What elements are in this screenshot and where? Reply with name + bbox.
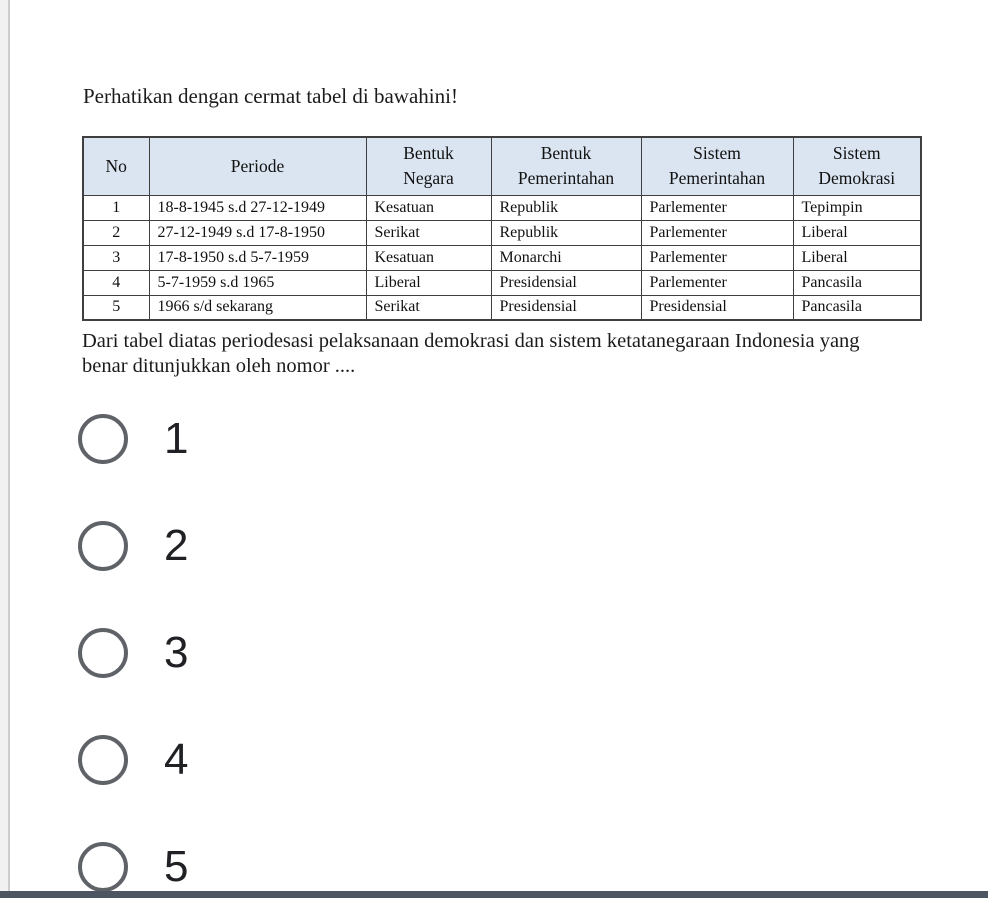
column-header: Bentuk Pemerintahan (491, 137, 641, 195)
table-cell: Serikat (366, 220, 491, 245)
table-cell: Republik (491, 220, 641, 245)
table-row (83, 270, 921, 295)
column-header: Sistem Pemerintahan (641, 137, 793, 195)
option-5[interactable] (78, 842, 188, 892)
radio-button-icon[interactable] (78, 735, 128, 785)
option-1[interactable] (78, 414, 188, 464)
table-cell: Parlementer (641, 220, 793, 245)
table-cell: Kesatuan (366, 245, 491, 270)
option-label: 1 (164, 414, 189, 463)
column-header: Sistem Demokrasi (793, 137, 921, 195)
table-cell: 17-8-1950 s.d 5-7-1959 (149, 245, 366, 270)
table-header-row (83, 137, 921, 195)
column-header: Bentuk Negara (366, 137, 491, 195)
option-label: 3 (164, 628, 189, 677)
table-row (83, 220, 921, 245)
table-cell: Liberal (366, 270, 491, 295)
table-row (83, 195, 921, 220)
option-4[interactable] (78, 735, 188, 785)
answer-options-list (78, 414, 188, 892)
column-header: No (83, 137, 149, 195)
table-cell: Monarchi (491, 245, 641, 270)
table-cell: 2 (83, 220, 149, 245)
table-cell: Presidensial (491, 295, 641, 320)
option-label: 2 (164, 521, 189, 570)
option-2[interactable] (78, 521, 188, 571)
table-cell: Republik (491, 195, 641, 220)
column-header: Periode (149, 137, 366, 195)
option-3[interactable] (78, 628, 188, 678)
question-prompt-text: Dari tabel diatas periodesasi pelaksanaan demokrasi dan sistem ketatanegaraan Indonesia yang benar ditunjukkan oleh nomor .... (82, 330, 860, 377)
table-cell: Kesatuan (366, 195, 491, 220)
table-cell: Serikat (366, 295, 491, 320)
table-cell: 1 (83, 195, 149, 220)
table-cell: Parlementer (641, 245, 793, 270)
option-label: 4 (164, 735, 189, 784)
radio-button-icon[interactable] (78, 521, 128, 571)
table-cell: 3 (83, 245, 149, 270)
table-cell: 5-7-1959 s.d 1965 (149, 270, 366, 295)
table-cell: Presidensial (641, 295, 793, 320)
table-cell: 27-12-1949 s.d 17-8-1950 (149, 220, 366, 245)
table-cell: Parlementer (641, 270, 793, 295)
table-cell: Pancasila (793, 270, 921, 295)
table-row (83, 295, 921, 320)
table-cell: Tepimpin (793, 195, 921, 220)
table-cell: Presidensial (491, 270, 641, 295)
table-cell: 4 (83, 270, 149, 295)
table-row (83, 245, 921, 270)
radio-button-icon[interactable] (78, 628, 128, 678)
table-cell: Liberal (793, 245, 921, 270)
bottom-divider-bar (0, 891, 988, 898)
table-cell: 18-8-1945 s.d 27-12-1949 (149, 195, 366, 220)
radio-button-icon[interactable] (78, 414, 128, 464)
table-cell: Liberal (793, 220, 921, 245)
left-edge-strip (0, 0, 10, 898)
question-intro-text: Perhatikan dengan cermat tabel di bawahini! (83, 84, 458, 108)
table-cell: Pancasila (793, 295, 921, 320)
table-cell: 5 (83, 295, 149, 320)
table-cell: Parlementer (641, 195, 793, 220)
table-cell: 1966 s/d sekarang (149, 295, 366, 320)
option-label: 5 (164, 842, 189, 891)
radio-button-icon[interactable] (78, 842, 128, 892)
periodization-table (82, 136, 922, 321)
